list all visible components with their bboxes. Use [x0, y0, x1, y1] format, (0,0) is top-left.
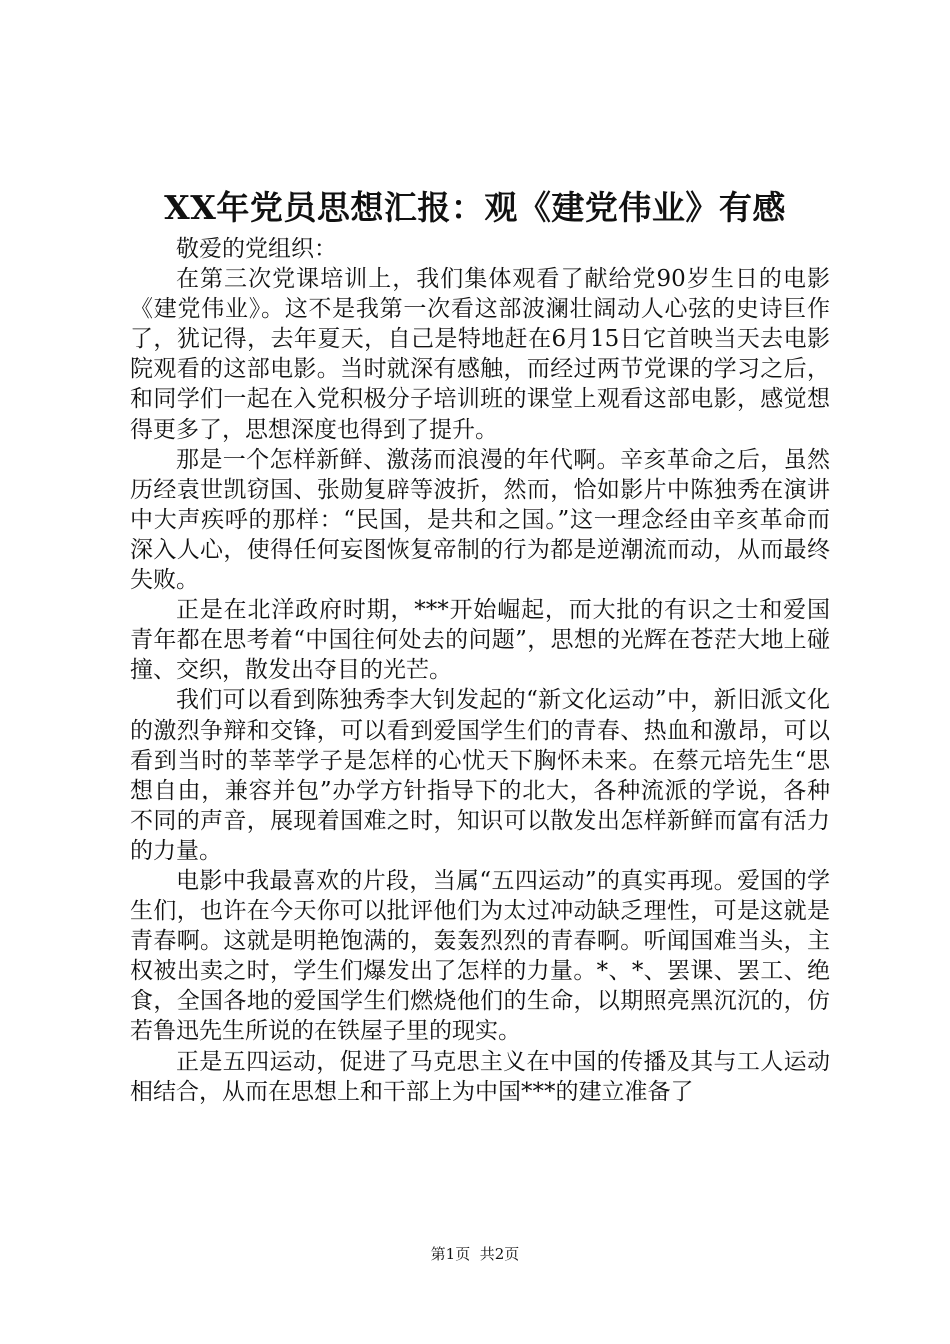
- page-total: 共2页: [479, 1245, 520, 1263]
- page-number: 第1页: [430, 1245, 471, 1263]
- footer-spacer: [470, 1245, 480, 1263]
- paragraph-3: 正是在北洋政府时期，***开始崛起，而大批的有识之士和爱国青年都在思考着“中国往何处去的问题”，思想的光辉在苍茫大地上碰撞、交织，散发出夺目的光芒。: [130, 597, 830, 684]
- salutation: 敬爱的党组织：: [176, 236, 337, 262]
- paragraph-2: 那是一个怎样新鲜、激荡而浪漫的年代啊。辛亥革命之后，虽然历经袁世凯窃国、张勋复辟等波折，然而，恰如影片中陈独秀在演讲中大声疾呼的那样：“民国，是共和之国。”这一理念经由辛亥革命而深入人心，使得任何妄图恢复帝制的行为都是逆潮流而动，从而最终失败。: [130, 446, 830, 594]
- page-footer: [0, 1244, 950, 1264]
- paragraph-6: 正是五四运动，促进了马克思主义在中国的传播及其与工人运动相结合，从而在思想上和干部上为中国***的建立准备了: [130, 1048, 830, 1105]
- paragraph-5: 电影中我最喜欢的片段，当属“五四运动”的真实再现。爱国的学生们，也许在今天你可以批评他们为太过冲动缺乏理性，可是这就是青春啊。这就是明艳饱满的，轰轰烈烈的青春啊。听闻国难当头，主权被出卖之时，学生们爆发出了怎样的力量。*、*、罢课、罢工、绝食，全国各地的爱国学生们燃烧他们的生命，以期照亮黑沉沉的，仿若鲁迅先生所说的在铁屋子里的现实。: [130, 867, 830, 1045]
- document-title: XX年党员思想汇报：观《建党伟业》有感: [164, 188, 786, 227]
- document-body: [130, 234, 830, 1107]
- paragraph-1: 在第三次党课培训上，我们集体观看了献给党90岁生日的电影《建党伟业》。这不是我第一次看这部波澜壮阔动人心弦的史诗巨作了，犹记得，去年夏天，自己是特地赶在6月15日它首映当天去电影院观看的这部电影。当时就深有感触，而经过两节党课的学习之后，和同学们一起在入党积极分子培训班的课堂上观看这部电影，感觉想得更多了，思想深度也得到了提升。: [130, 266, 830, 443]
- paragraph-4: 我们可以看到陈独秀李大钊发起的“新文化运动”中，新旧派文化的激烈争辩和交锋，可以看到爱国学生们的青春、热血和激昂，可以看到当时的莘莘学子是怎样的心忧天下胸怀未来。在蔡元培先生“思想自由，兼容并包”办学方针指导下的北大，各种流派的学说，各种不同的声音，展现着国难之时，知识可以散发出怎样新鲜而富有活力的力量。: [130, 687, 830, 864]
